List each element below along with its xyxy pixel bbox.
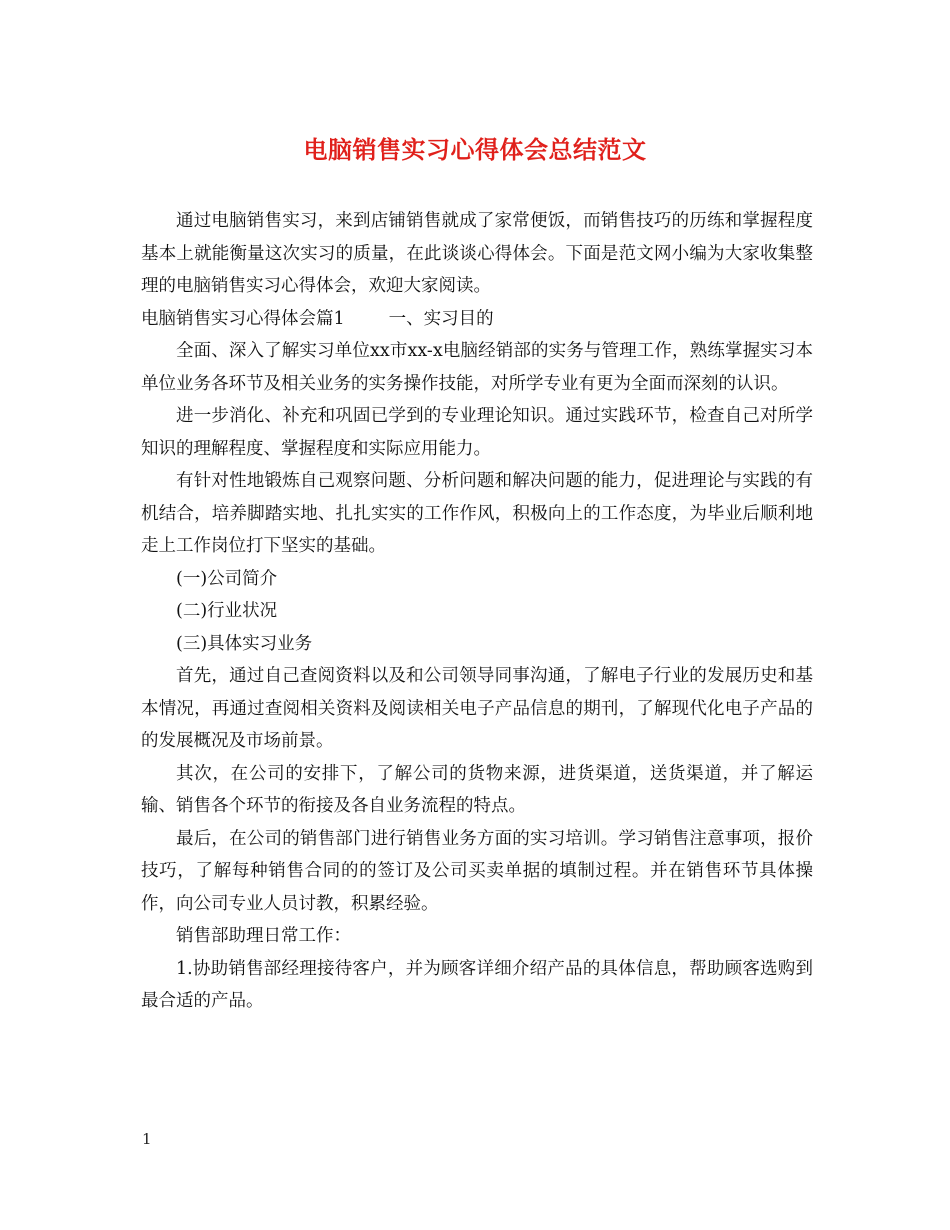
paragraph: 首先，通过自己查阅资料以及和公司领导同事沟通，了解电子行业的发展历史和基本情况，再通过查阅相关资料及阅读相关电子产品信息的期刊，了解现代化电子产品的的发展概况及市场前景。	[141, 666, 813, 751]
paragraph: 有针对性地锻炼自己观察问题、分析问题和解决问题的能力，促进理论与实践的有机结合，培养脚踏实地、扎扎实实的工作作风，积极向上的工作态度，为毕业后顺利地走上工作岗位打下坚实的基础。	[141, 471, 813, 556]
list-heading: (三)具体实习业务	[176, 633, 313, 654]
paragraph: 1.协助销售部经理接待客户，并为顾客详细介绍产品的具体信息，帮助顾客选购到最合适的产品。	[141, 958, 813, 1011]
document-body	[141, 205, 813, 1018]
document-title: 电脑销售实习心得体会总结范文	[303, 135, 647, 164]
paragraph: 最后，在公司的销售部门进行销售业务方面的实习培训。学习销售注意事项，报价技巧，了解每种销售合同的的签订及公司买卖单据的填制过程。并在销售环节具体操作，向公司专业人员讨教，积累经验。	[141, 828, 813, 914]
paragraph: 全面、深入了解实习单位xx市xx-x电脑经销部的实务与管理工作，熟练掌握实习本单位业务各环节及相关业务的实务操作技能，对所学专业有更为全面而深刻的认识。	[141, 341, 813, 394]
section-heading-line	[141, 303, 813, 336]
section-subheading: 一、实习目的	[388, 308, 494, 329]
paragraph: 销售部助理日常工作：	[176, 926, 351, 946]
list-heading: (一)公司简介	[176, 568, 278, 589]
page-number: 1	[142, 1130, 152, 1148]
paragraph: 其次，在公司的安排下，了解公司的货物来源，进货渠道，送货渠道，并了解运输、销售各个环节的衔接及各自业务流程的特点。	[141, 763, 813, 816]
paragraph: 进一步消化、补充和巩固已学到的专业理论知识。通过实践环节，检查自己对所学知识的理解程度、掌握程度和实际应用能力。	[141, 406, 813, 459]
section-heading: 电脑销售实习心得体会篇1	[141, 308, 345, 329]
list-heading: (二)行业状况	[176, 601, 278, 621]
paragraph-intro: 通过电脑销售实习，来到店铺销售就成了家常便饭，而销售技巧的历练和掌握程度基本上就能衡量这次实习的质量，在此谈谈心得体会。下面是范文网小编为大家收集整理的电脑销售实习心得体会，欢迎大家阅读。	[141, 211, 813, 296]
